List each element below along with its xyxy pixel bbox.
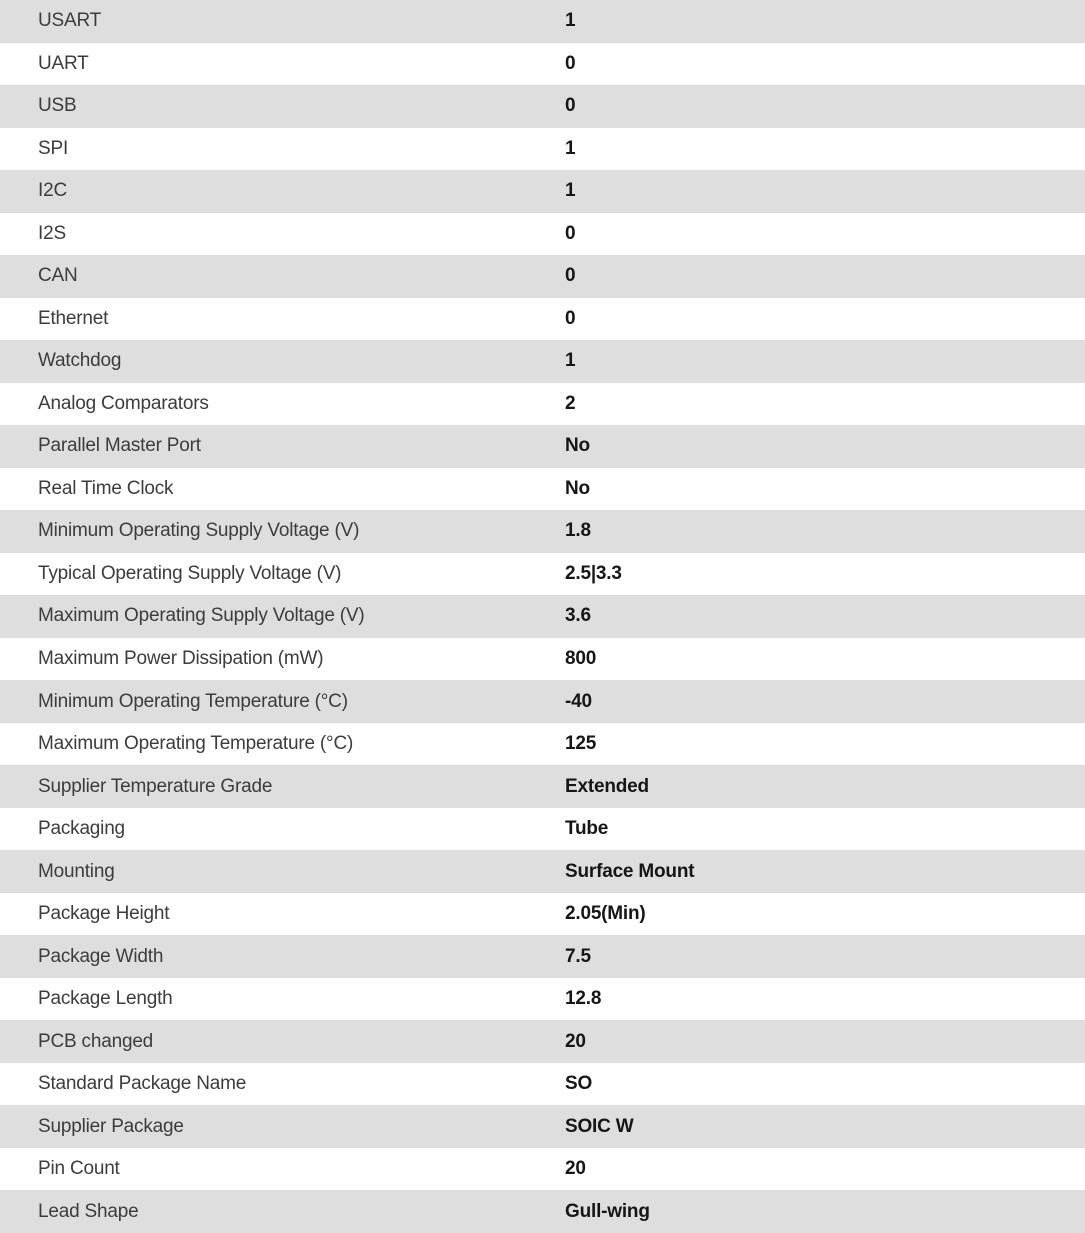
spec-label: USART bbox=[38, 10, 102, 32]
spec-value: 20 bbox=[565, 1158, 586, 1180]
spec-label: Maximum Operating Supply Voltage (V) bbox=[38, 605, 365, 627]
spec-label: USB bbox=[38, 95, 77, 117]
spec-row-supplier-temperature-grade bbox=[0, 765, 1085, 808]
spec-row-min-operating-temperature bbox=[0, 680, 1085, 723]
spec-label: Minimum Operating Temperature (°C) bbox=[38, 690, 348, 712]
spec-row-spi bbox=[0, 128, 1085, 171]
spec-value: -40 bbox=[565, 690, 592, 712]
spec-value: Tube bbox=[565, 818, 609, 840]
spec-label: I2C bbox=[38, 180, 67, 202]
spec-value: 2.05(Min) bbox=[565, 903, 646, 925]
spec-row-usart bbox=[0, 0, 1085, 43]
spec-value: Gull-wing bbox=[565, 1200, 650, 1222]
spec-label: Minimum Operating Supply Voltage (V) bbox=[38, 520, 360, 542]
spec-value: No bbox=[565, 477, 590, 499]
spec-value: 20 bbox=[565, 1030, 586, 1052]
spec-row-real-time-clock bbox=[0, 468, 1085, 511]
spec-value: 1 bbox=[565, 350, 576, 372]
spec-row-i2s bbox=[0, 213, 1085, 256]
spec-row-mounting bbox=[0, 850, 1085, 893]
spec-value: 2.5|3.3 bbox=[565, 562, 622, 584]
spec-label: Parallel Master Port bbox=[38, 435, 201, 457]
spec-label: Supplier Temperature Grade bbox=[38, 775, 273, 797]
spec-label: PCB changed bbox=[38, 1030, 154, 1052]
spec-row-package-width bbox=[0, 935, 1085, 978]
spec-value: 0 bbox=[565, 52, 576, 74]
spec-row-analog-comparators bbox=[0, 383, 1085, 426]
spec-label: Pin Count bbox=[38, 1158, 120, 1180]
spec-label: Ethernet bbox=[38, 307, 109, 329]
spec-label: Maximum Power Dissipation (mW) bbox=[38, 647, 324, 669]
spec-row-supplier-package bbox=[0, 1105, 1085, 1148]
spec-row-packaging bbox=[0, 808, 1085, 851]
spec-label: Package Length bbox=[38, 988, 173, 1010]
spec-row-watchdog bbox=[0, 340, 1085, 383]
spec-label: Maximum Operating Temperature (°C) bbox=[38, 733, 354, 755]
spec-row-i2c bbox=[0, 170, 1085, 213]
spec-value: 1 bbox=[565, 180, 576, 202]
spec-value: 1.8 bbox=[565, 520, 591, 542]
spec-row-can bbox=[0, 255, 1085, 298]
spec-label: Package Height bbox=[38, 903, 170, 925]
spec-label: Mounting bbox=[38, 860, 115, 882]
spec-label: UART bbox=[38, 52, 89, 74]
spec-value: 7.5 bbox=[565, 945, 591, 967]
spec-value: 3.6 bbox=[565, 605, 591, 627]
spec-row-typ-operating-supply-voltage bbox=[0, 553, 1085, 596]
spec-row-package-length bbox=[0, 978, 1085, 1021]
spec-row-max-power-dissipation bbox=[0, 638, 1085, 681]
spec-row-parallel-master-port bbox=[0, 425, 1085, 468]
spec-value: 1 bbox=[565, 137, 576, 159]
spec-label: Package Width bbox=[38, 945, 164, 967]
spec-row-lead-shape bbox=[0, 1190, 1085, 1233]
spec-row-standard-package-name bbox=[0, 1063, 1085, 1106]
spec-label: Standard Package Name bbox=[38, 1073, 247, 1095]
spec-value: Extended bbox=[565, 775, 649, 797]
spec-value: SO bbox=[565, 1073, 593, 1095]
spec-value: 125 bbox=[565, 733, 597, 755]
spec-row-pcb-changed bbox=[0, 1020, 1085, 1063]
spec-row-pin-count bbox=[0, 1148, 1085, 1191]
spec-row-max-operating-supply-voltage bbox=[0, 595, 1085, 638]
spec-value: Surface Mount bbox=[565, 860, 695, 882]
spec-value: 1 bbox=[565, 10, 576, 32]
spec-value: 2 bbox=[565, 392, 576, 414]
spec-label: Analog Comparators bbox=[38, 392, 209, 414]
spec-value: No bbox=[565, 435, 590, 457]
spec-row-ethernet bbox=[0, 298, 1085, 341]
spec-label: CAN bbox=[38, 265, 78, 287]
spec-value: 0 bbox=[565, 307, 576, 329]
spec-value: 0 bbox=[565, 95, 576, 117]
spec-label: Real Time Clock bbox=[38, 477, 174, 499]
spec-row-usb bbox=[0, 85, 1085, 128]
spec-label: SPI bbox=[38, 137, 69, 159]
spec-value: SOIC W bbox=[565, 1115, 634, 1137]
spec-row-uart bbox=[0, 43, 1085, 86]
spec-value: 12.8 bbox=[565, 988, 602, 1010]
spec-value: 800 bbox=[565, 647, 597, 669]
spec-label: Typical Operating Supply Voltage (V) bbox=[38, 562, 342, 584]
spec-label: Supplier Package bbox=[38, 1115, 184, 1137]
spec-label: Lead Shape bbox=[38, 1200, 139, 1222]
spec-value: 0 bbox=[565, 265, 576, 287]
spec-row-max-operating-temperature bbox=[0, 723, 1085, 766]
spec-row-package-height bbox=[0, 893, 1085, 936]
spec-label: Watchdog bbox=[38, 350, 122, 372]
spec-value: 0 bbox=[565, 222, 576, 244]
spec-row-min-operating-supply-voltage bbox=[0, 510, 1085, 553]
spec-label: I2S bbox=[38, 222, 66, 244]
spec-label: Packaging bbox=[38, 818, 125, 840]
